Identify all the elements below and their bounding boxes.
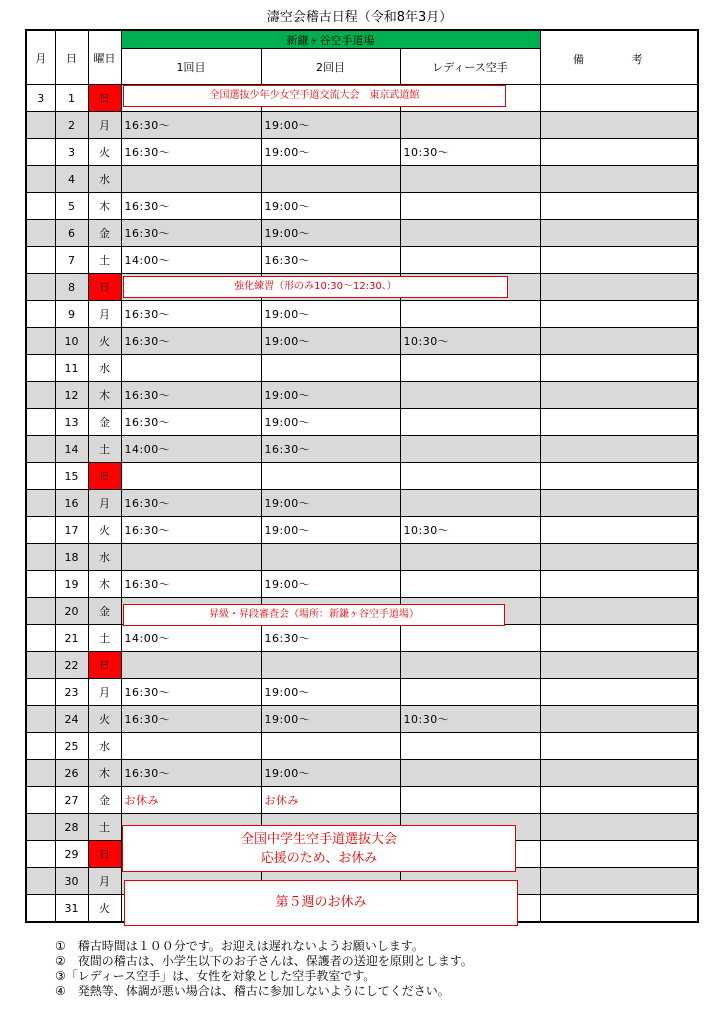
- slot1-cell: [121, 544, 261, 571]
- weekday-cell: 日: [88, 841, 121, 868]
- weekday-cell: 日: [88, 85, 121, 112]
- slot1-cell: 16:30～: [121, 760, 261, 787]
- slot2-cell: 19:00～: [261, 706, 400, 733]
- remarks-cell: [540, 517, 698, 544]
- note-4: ④ 発熱等、体調が悪い場合は、稽古に参加しないようにしてください。: [55, 984, 450, 998]
- table-row: [26, 733, 698, 760]
- day-cell: 5: [55, 193, 88, 220]
- slot2-cell: [261, 733, 400, 760]
- slot1-cell: 16:30～: [121, 220, 261, 247]
- remarks-cell: [540, 247, 698, 274]
- table-row: [26, 544, 698, 571]
- header-month: 月: [26, 30, 55, 85]
- event-day30-31: 第５週のお休み: [124, 880, 518, 926]
- day-cell: 24: [55, 706, 88, 733]
- month-cell: [26, 409, 55, 436]
- day-cell: 25: [55, 733, 88, 760]
- header-dojo: 新鎌ヶ谷空手道場: [121, 30, 540, 49]
- remarks-cell: [540, 895, 698, 923]
- day-cell: 8: [55, 274, 88, 301]
- day-cell: 19: [55, 571, 88, 598]
- day-cell: 30: [55, 868, 88, 895]
- month-cell: [26, 247, 55, 274]
- weekday-cell: 水: [88, 355, 121, 382]
- remarks-cell: [540, 814, 698, 841]
- remarks-cell: [540, 652, 698, 679]
- day-cell: 10: [55, 328, 88, 355]
- slot2-cell: 16:30～: [261, 436, 400, 463]
- table-row: [26, 436, 698, 463]
- slot1-cell: 16:30～: [121, 301, 261, 328]
- remarks-cell: [540, 679, 698, 706]
- table-row: [26, 625, 698, 652]
- slot1-cell: 14:00～: [121, 436, 261, 463]
- month-cell: [26, 166, 55, 193]
- slot2-cell: 19:00～: [261, 112, 400, 139]
- day-cell: 20: [55, 598, 88, 625]
- day-cell: 21: [55, 625, 88, 652]
- slot3-cell: [400, 355, 540, 382]
- schedule-table: [25, 29, 699, 923]
- slot3-cell: [400, 652, 540, 679]
- slot2-cell: [261, 355, 400, 382]
- day-cell: 16: [55, 490, 88, 517]
- table-row: [26, 463, 698, 490]
- slot1-cell: 16:30～: [121, 139, 261, 166]
- table-row: [26, 787, 698, 814]
- table-row: [26, 571, 698, 598]
- weekday-cell: 月: [88, 490, 121, 517]
- slot2-cell: [261, 166, 400, 193]
- slot2-cell: [261, 544, 400, 571]
- day-cell: 2: [55, 112, 88, 139]
- event-day28-line2: 応援のため、お休み: [260, 851, 378, 866]
- table-row: [26, 139, 698, 166]
- slot1-cell: 16:30～: [121, 679, 261, 706]
- remarks-cell: [540, 436, 698, 463]
- weekday-cell: 金: [88, 598, 121, 625]
- day-cell: 15: [55, 463, 88, 490]
- month-cell: [26, 193, 55, 220]
- month-cell: [26, 652, 55, 679]
- remarks-cell: [540, 328, 698, 355]
- slot1-cell: 16:30～: [121, 112, 261, 139]
- slot3-cell: [400, 463, 540, 490]
- weekday-cell: 日: [88, 652, 121, 679]
- slot3-cell: [400, 193, 540, 220]
- day-cell: 4: [55, 166, 88, 193]
- month-cell: [26, 220, 55, 247]
- remarks-cell: [540, 490, 698, 517]
- slot1-cell: 16:30～: [121, 409, 261, 436]
- day-cell: 7: [55, 247, 88, 274]
- day-cell: 11: [55, 355, 88, 382]
- month-cell: [26, 598, 55, 625]
- table-row: [26, 301, 698, 328]
- day-cell: 1: [55, 85, 88, 112]
- slot2-cell: 19:00～: [261, 490, 400, 517]
- month-cell: [26, 463, 55, 490]
- slot2-cell: 19:00～: [261, 301, 400, 328]
- weekday-cell: 木: [88, 193, 121, 220]
- month-cell: [26, 868, 55, 895]
- slot2-cell: 19:00～: [261, 760, 400, 787]
- weekday-cell: 金: [88, 409, 121, 436]
- slot3-cell: 10:30～: [400, 328, 540, 355]
- event-day20: 昇級・昇段審査会（場所：新鎌ヶ谷空手道場）: [123, 604, 505, 626]
- header-slot3: レディース空手: [400, 49, 540, 85]
- weekday-cell: 木: [88, 382, 121, 409]
- slot1-cell: 16:30～: [121, 571, 261, 598]
- slot2-cell: [261, 652, 400, 679]
- weekday-cell: 木: [88, 760, 121, 787]
- month-cell: [26, 895, 55, 923]
- weekday-cell: 土: [88, 436, 121, 463]
- remarks-cell: [540, 166, 698, 193]
- slot3-cell: [400, 409, 540, 436]
- slot2-cell: 19:00～: [261, 409, 400, 436]
- weekday-cell: 月: [88, 868, 121, 895]
- slot3-cell: 10:30～: [400, 706, 540, 733]
- event-day8: 強化練習（形のみ10:30～12:30、）: [123, 276, 508, 298]
- month-cell: [26, 679, 55, 706]
- month-cell: [26, 841, 55, 868]
- slot3-cell: [400, 760, 540, 787]
- weekday-cell: 日: [88, 463, 121, 490]
- day-cell: 26: [55, 760, 88, 787]
- month-cell: [26, 625, 55, 652]
- month-cell: [26, 706, 55, 733]
- weekday-cell: 月: [88, 301, 121, 328]
- month-cell: [26, 112, 55, 139]
- month-cell: [26, 274, 55, 301]
- slot1-cell: 14:00～: [121, 247, 261, 274]
- remarks-cell: [540, 274, 698, 301]
- remarks-cell: [540, 220, 698, 247]
- weekday-cell: 火: [88, 517, 121, 544]
- table-row: [26, 220, 698, 247]
- weekday-cell: 月: [88, 679, 121, 706]
- day-cell: 29: [55, 841, 88, 868]
- month-cell: [26, 787, 55, 814]
- slot3-cell: [400, 301, 540, 328]
- table-row: [26, 355, 698, 382]
- slot2-cell: 19:00～: [261, 139, 400, 166]
- note-1: ① 稽古時間は１００分です。お迎えは遅れないようお願いします。: [55, 939, 424, 953]
- month-cell: [26, 301, 55, 328]
- remarks-cell: [540, 760, 698, 787]
- slot1-cell: 16:30～: [121, 490, 261, 517]
- note-2: ② 夜間の稽古は、小学生以下のお子さんは、保護者の送迎を原則とします。: [55, 954, 473, 968]
- weekday-cell: 土: [88, 814, 121, 841]
- slot3-cell: 10:30～: [400, 517, 540, 544]
- slot3-cell: [400, 166, 540, 193]
- weekday-cell: 木: [88, 571, 121, 598]
- remarks-cell: [540, 355, 698, 382]
- remarks-cell: [540, 85, 698, 112]
- weekday-cell: 火: [88, 139, 121, 166]
- month-cell: [26, 436, 55, 463]
- table-row: [26, 193, 698, 220]
- slot3-cell: [400, 571, 540, 598]
- notes: [55, 939, 473, 999]
- slot2-cell: 19:00～: [261, 193, 400, 220]
- table-row: [26, 679, 698, 706]
- remarks-cell: [540, 625, 698, 652]
- slot1-cell: [121, 166, 261, 193]
- month-cell: [26, 490, 55, 517]
- month-cell: [26, 382, 55, 409]
- weekday-cell: 水: [88, 733, 121, 760]
- slot3-cell: [400, 382, 540, 409]
- table-row: [26, 382, 698, 409]
- table-row: [26, 247, 698, 274]
- remarks-cell: [540, 571, 698, 598]
- slot1-cell: 16:30～: [121, 328, 261, 355]
- day-cell: 31: [55, 895, 88, 923]
- table-row: [26, 490, 698, 517]
- header-dow: 曜日: [88, 30, 121, 85]
- weekday-cell: 金: [88, 220, 121, 247]
- table-row: [26, 652, 698, 679]
- remarks-cell: [540, 733, 698, 760]
- header-slot1: 1回目: [121, 49, 261, 85]
- event-day1: 全国選抜少年少女空手道交流大会 東京武道館: [123, 85, 506, 107]
- slot3-cell: [400, 625, 540, 652]
- remarks-cell: [540, 112, 698, 139]
- slot2-cell: 19:00～: [261, 220, 400, 247]
- slot3-cell: [400, 787, 540, 814]
- table-row: [26, 706, 698, 733]
- event-day28-line1: 全国中学生空手道選抜大会: [240, 832, 397, 847]
- slot1-cell: 16:30～: [121, 193, 261, 220]
- slot3-cell: [400, 544, 540, 571]
- weekday-cell: 土: [88, 625, 121, 652]
- month-cell: [26, 733, 55, 760]
- remarks-cell: [540, 841, 698, 868]
- table-row: [26, 112, 698, 139]
- month-cell: [26, 544, 55, 571]
- weekday-cell: 水: [88, 166, 121, 193]
- slot2-cell: 19:00～: [261, 571, 400, 598]
- slot1-cell: [121, 355, 261, 382]
- weekday-cell: 日: [88, 274, 121, 301]
- table-row: [26, 166, 698, 193]
- weekday-cell: 水: [88, 544, 121, 571]
- month-cell: [26, 355, 55, 382]
- month-cell: [26, 760, 55, 787]
- event-day28-29: [122, 825, 516, 872]
- weekday-cell: 火: [88, 895, 121, 923]
- table-row: [26, 517, 698, 544]
- table-row: [26, 328, 698, 355]
- slot2-cell: 19:00～: [261, 517, 400, 544]
- day-cell: 14: [55, 436, 88, 463]
- slot3-cell: [400, 220, 540, 247]
- day-cell: 23: [55, 679, 88, 706]
- slot3-cell: [400, 112, 540, 139]
- day-cell: 12: [55, 382, 88, 409]
- weekday-cell: 土: [88, 247, 121, 274]
- note-3: ③「レディース空手」は、女性を対象とした空手教室です。: [55, 969, 376, 983]
- table-row: [26, 409, 698, 436]
- page-title: 濤空会稽古日程（令和8年3月）: [266, 10, 453, 25]
- slot1-cell: 16:30～: [121, 517, 261, 544]
- month-cell: [26, 571, 55, 598]
- slot2-cell: [261, 463, 400, 490]
- slot3-cell: [400, 247, 540, 274]
- header-slot2: 2回目: [261, 49, 400, 85]
- remarks-cell: [540, 706, 698, 733]
- month-cell: [26, 814, 55, 841]
- slot1-cell: [121, 463, 261, 490]
- remarks-cell: [540, 787, 698, 814]
- slot3-cell: [400, 436, 540, 463]
- day-cell: 17: [55, 517, 88, 544]
- slot1-cell: お休み: [121, 787, 261, 814]
- month-cell: [26, 517, 55, 544]
- weekday-cell: 金: [88, 787, 121, 814]
- day-cell: 13: [55, 409, 88, 436]
- remarks-cell: [540, 382, 698, 409]
- slot1-cell: 14:00～: [121, 625, 261, 652]
- slot2-cell: お休み: [261, 787, 400, 814]
- remarks-cell: [540, 544, 698, 571]
- month-cell: [26, 139, 55, 166]
- slot1-cell: [121, 733, 261, 760]
- header-remarks: 備 考: [540, 30, 698, 85]
- slot2-cell: 19:00～: [261, 679, 400, 706]
- month-cell: 3: [26, 85, 55, 112]
- slot2-cell: 16:30～: [261, 247, 400, 274]
- slot2-cell: 16:30～: [261, 625, 400, 652]
- remarks-cell: [540, 598, 698, 625]
- slot3-cell: [400, 679, 540, 706]
- day-cell: 3: [55, 139, 88, 166]
- weekday-cell: 月: [88, 112, 121, 139]
- slot1-cell: 16:30～: [121, 706, 261, 733]
- slot2-cell: 19:00～: [261, 328, 400, 355]
- slot3-cell: [400, 733, 540, 760]
- remarks-cell: [540, 139, 698, 166]
- day-cell: 22: [55, 652, 88, 679]
- table-row: [26, 760, 698, 787]
- remarks-cell: [540, 301, 698, 328]
- month-cell: [26, 328, 55, 355]
- slot1-cell: 16:30～: [121, 382, 261, 409]
- day-cell: 9: [55, 301, 88, 328]
- slot3-cell: 10:30～: [400, 139, 540, 166]
- remarks-cell: [540, 409, 698, 436]
- remarks-cell: [540, 463, 698, 490]
- slot2-cell: 19:00～: [261, 382, 400, 409]
- weekday-cell: 火: [88, 706, 121, 733]
- weekday-cell: 火: [88, 328, 121, 355]
- remarks-cell: [540, 193, 698, 220]
- day-cell: 27: [55, 787, 88, 814]
- slot1-cell: [121, 652, 261, 679]
- header-day: 日: [55, 30, 88, 85]
- day-cell: 6: [55, 220, 88, 247]
- slot3-cell: [400, 490, 540, 517]
- remarks-cell: [540, 868, 698, 895]
- day-cell: 18: [55, 544, 88, 571]
- day-cell: 28: [55, 814, 88, 841]
